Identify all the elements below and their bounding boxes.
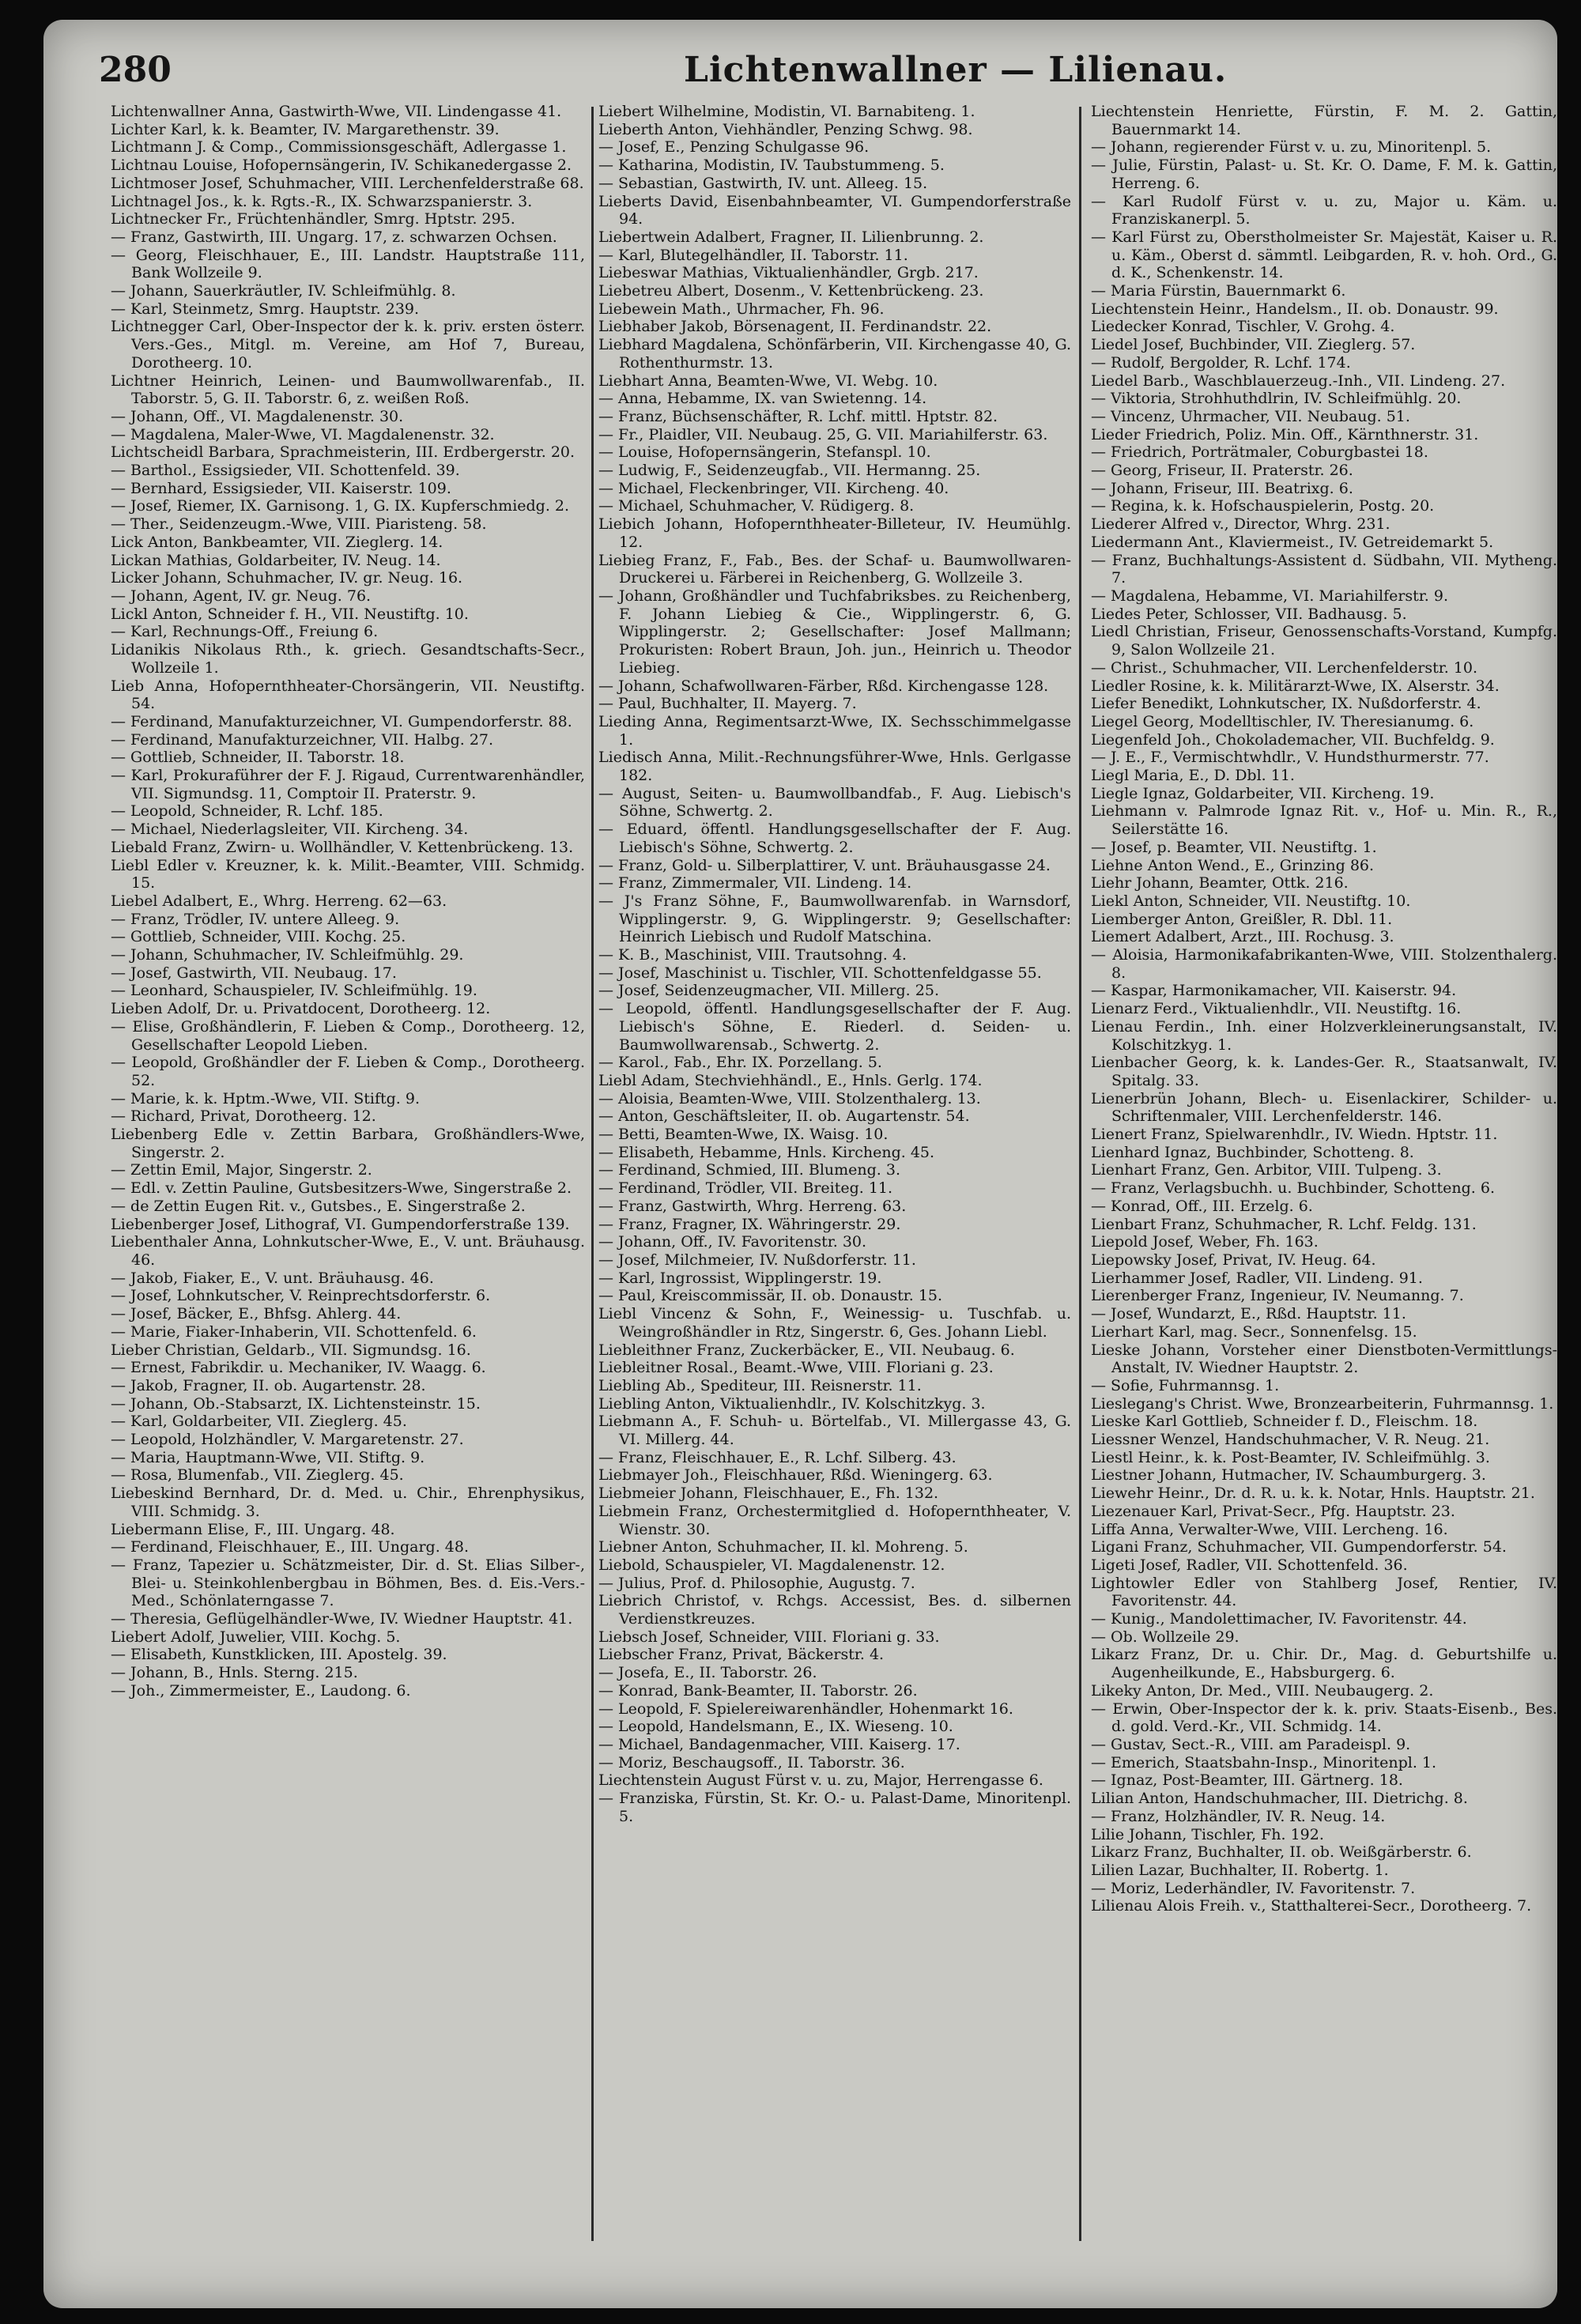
directory-entry: Liebeskind Bernhard, Dr. d. Med. u. Chir., Ehrenphysikus, VIII. Schmidg. 3.	[111, 1485, 585, 1520]
directory-entry: — Franziska, Fürstin, St. Kr. O.- u. Palast-Dame, Minoritenpl. 5.	[598, 1790, 1071, 1825]
directory-entry: Liebewein Math., Uhrmacher, Fh. 96.	[598, 300, 885, 318]
directory-entry: Lieslegang's Christ. Wwe, Bronzearbeiterin, Fuhrmannsg. 1.	[1091, 1394, 1554, 1413]
directory-entry: Lieding Anna, Regimentsarzt-Wwe, IX. Sechsschimmelgasse 1.	[598, 712, 1071, 749]
directory-entry: Liebertwein Adalbert, Fragner, II. Lilienbrunng. 2.	[598, 228, 984, 246]
directory-entry: Lilienau Alois Freih. v., Statthalterei-Secr., Dorotheerg. 7.	[1091, 1897, 1532, 1915]
directory-entry: — Franz, Holzhändler, IV. R. Neug. 14.	[1091, 1807, 1386, 1825]
directory-entry: Liebrich Christof, v. Rchgs. Accessist, Bes. d. silbernen Verdienstkreuzes.	[598, 1592, 1071, 1628]
directory-entry: Liebald Franz, Zwirn- u. Wollhändler, V. Kettenbrückeng. 13.	[111, 838, 574, 856]
directory-entry: Liehmann v. Palmrode Ignaz Rit. v., Hof- u. Min. R., R., Seilerstätte 16.	[1091, 802, 1557, 839]
directory-entry: — Jakob, Fragner, II. ob. Augartenstr. 28.	[111, 1376, 426, 1394]
directory-entry: — Louise, Hofopernsängerin, Stefanspl. 10.	[598, 443, 931, 462]
directory-entry: Liedecker Konrad, Tischler, V. Grohg. 4.	[1091, 318, 1395, 336]
directory-entry: Liemert Adalbert, Arzt., III. Rochusg. 3.	[1091, 928, 1394, 946]
directory-entry: — Paul, Buchhalter, II. Mayerg. 7.	[598, 695, 857, 713]
directory-entry: Lieben Adolf, Dr. u. Privatdocent, Dorotheerg. 12.	[111, 1000, 491, 1018]
directory-entry: — Magdalena, Maler-Wwe, VI. Magdalenenstr. 32.	[111, 425, 495, 443]
directory-entry: Lienhart Franz, Gen. Arbitor, VIII. Tulpeng. 3.	[1091, 1161, 1442, 1179]
directory-entry: Liffa Anna, Verwalter-Wwe, VIII. Lercheng. 16.	[1091, 1520, 1448, 1538]
column-rule	[591, 107, 594, 2241]
directory-entry: — Elisabeth, Kunstklicken, III. Apostelg. 39.	[111, 1646, 447, 1664]
directory-entry: Lickan Mathias, Goldarbeiter, IV. Neug. 14.	[111, 551, 441, 569]
directory-entry: Liegle Ignaz, Goldarbeiter, VII. Kircheng. 19.	[1091, 784, 1435, 802]
directory-entry: Liebeswar Mathias, Viktualienhändler, Grgb. 217.	[598, 264, 979, 282]
directory-entry: — Emerich, Staatsbahn-Insp., Minoritenpl. 1.	[1091, 1753, 1437, 1771]
directory-entry: — Regina, k. k. Hofschauspielerin, Postg. 20.	[1091, 497, 1435, 515]
directory-entry: Liebl Vincenz & Sohn, F., Weinessig- u. Tuschfab. u. Weingroßhändler in Rtz, Singerstr. 6, Ges. Johann Liebl.	[598, 1305, 1071, 1341]
directory-entry: Lierenberger Franz, Ingenieur, IV. Neumanng. 7.	[1091, 1287, 1464, 1305]
directory-entry: — de Zettin Eugen Rit. v., Gutsbes., E. Singerstraße 2.	[111, 1197, 526, 1215]
directory-entry: — Rosa, Blumenfab., VII. Zieglerg. 45.	[111, 1466, 404, 1485]
directory-entry: Lichtenwallner Anna, Gastwirth-Wwe, VII. Lindengasse 41.	[111, 103, 562, 120]
directory-entry: — Moriz, Lederhändler, IV. Favoritenstr. 7.	[1091, 1879, 1416, 1897]
directory-entry: Lieske Johann, Vorsteher einer Dienstboten-Vermittlungs-Anstalt, IV. Wiedner Hauptstr. 2.	[1091, 1341, 1557, 1377]
directory-entry: Liebmann A., F. Schuh- u. Börtelfab., VI. Millergasse 43, G. VI. Millerg. 44.	[598, 1413, 1071, 1449]
directory-entry: Lichter Karl, k. k. Beamter, IV. Margarethenstr. 39.	[111, 120, 500, 138]
directory-entry: — Zettin Emil, Major, Singerstr. 2.	[111, 1161, 372, 1179]
directory-entry: Liebermann Elise, F., III. Ungarg. 48.	[111, 1520, 395, 1538]
directory-entry: Liebetreu Albert, Dosenm., V. Kettenbrückeng. 23.	[598, 282, 984, 300]
directory-entry: Ligeti Josef, Radler, VII. Schottenfeld. 36.	[1091, 1556, 1408, 1574]
directory-entry: — Johann, Großhändler und Tuchfabriksbes. zu Reichenberg, F. Johann Liebieg & Cie., Wipplingerstr. 6, G. Wipplingerstr. 2; Gesellschafter: Josef Mallmann; Prokuristen: Robert Braun, Joh. jun., Heinrich u. Theodor Liebieg.	[598, 587, 1071, 677]
directory-entry: — Georg, Friseur, II. Praterstr. 26.	[1091, 462, 1353, 480]
directory-entry: Liestner Johann, Hutmacher, IV. Schaumburgerg. 3.	[1091, 1466, 1486, 1485]
directory-entry: — Karl, Prokuraführer der F. J. Rigaud, Currentwarenhändler, VII. Sigmundsg. 11, Comptoir II. Praterstr. 9.	[111, 767, 585, 802]
directory-entry: Lieberth Anton, Viehhändler, Penzing Schwg. 98.	[598, 120, 973, 138]
directory-entry: — Johann, regierender Fürst v. u. zu, Minoritenpl. 5.	[1091, 138, 1492, 157]
directory-entry: Lieder Friedrich, Poliz. Min. Off., Kärnthnerstr. 31.	[1091, 425, 1479, 443]
directory-entry: Lichtnegger Carl, Ober-Inspector der k. k. priv. ersten österr. Vers.-Ges., Mitgl. m. Vereine, am Hof 7, Bureau, Dorotheerg. 10.	[111, 318, 585, 372]
directory-entry: — Friedrich, Porträtmaler, Coburgbastei 18.	[1091, 443, 1428, 462]
directory-entry: Likarz Franz, Dr. u. Chir. Dr., Mag. d. Geburtshilfe u. Augenheilkunde, E., Habsburgerg. 6.	[1091, 1646, 1557, 1682]
directory-entry: — Leopold, Handelsmann, E., IX. Wieseng. 10.	[598, 1718, 953, 1736]
directory-entry: — Franz, Zimmermaler, VII. Lindeng. 14.	[598, 874, 912, 892]
directory-entry: — Bernhard, Essigsieder, VII. Kaiserstr. 109.	[111, 479, 451, 497]
directory-entry: — Julius, Prof. d. Philosophie, Augustg. 7.	[598, 1574, 915, 1592]
directory-entry: Liedisch Anna, Milit.-Rechnungsführer-Wwe, Hnls. Gerlgasse 182.	[598, 749, 1071, 785]
directory-entry: Lienbart Franz, Schuhmacher, R. Lchf. Feldg. 131.	[1091, 1215, 1477, 1233]
directory-entry: — Gottlieb, Schneider, VIII. Kochg. 25.	[111, 928, 406, 946]
directory-entry: Lierhart Karl, mag. Secr., Sonnenfelsg. 15.	[1091, 1322, 1417, 1341]
directory-entry: — Leopold, öffentl. Handlungsgesellschafter der F. Aug. Liebisch's Söhne, E. Riederl. d. Seiden- u. Baumwollwarensab., Schwertg. 2.	[598, 1000, 1071, 1054]
directory-entry: — Edl. v. Zettin Pauline, Gutsbesitzers-Wwe, Singerstraße 2.	[111, 1179, 572, 1198]
directory-entry: — Richard, Privat, Dorotheerg. 12.	[111, 1107, 376, 1126]
directory-entry: Lidanikis Nikolaus Rth., k. griech. Gesandtschafts-Secr., Wollzeile 1.	[111, 641, 585, 677]
directory-entry: Liechtenstein Henriette, Fürstin, F. M. 2. Gattin, Bauernmarkt 14.	[1091, 103, 1557, 138]
directory-entry: — Franz, Gastwirth, Whrg. Herreng. 63.	[598, 1197, 907, 1215]
directory-entry: — Gustav, Sect.-R., VIII. am Paradeispl. 9.	[1091, 1735, 1411, 1753]
directory-entry: — Georg, Fleischhauer, E., III. Landstr. Hauptstraße 111, Bank Wollzeile 9.	[111, 246, 585, 282]
directory-entry: — Jakob, Fiaker, E., V. unt. Bräuhausg. 46.	[111, 1269, 434, 1287]
directory-entry: Lichtnecker Fr., Früchtenhändler, Smrg. Hptstr. 295.	[111, 210, 515, 228]
directory-entry: — Moriz, Beschaugsoff., II. Taborstr. 36.	[598, 1753, 905, 1771]
directory-entry: — Marie, k. k. Hptm.-Wwe, VII. Stiftg. 9.	[111, 1089, 420, 1107]
directory-entry: Lilian Anton, Handschuhmacher, III. Dietrichg. 8.	[1091, 1790, 1468, 1808]
directory-entry: Liedermann Ant., Klaviermeist., IV. Getreidemarkt 5.	[1091, 533, 1494, 551]
directory-entry: Liepowsky Josef, Privat, IV. Heug. 64.	[1091, 1251, 1376, 1269]
directory-entry: Lickl Anton, Schneider f. H., VII. Neustiftg. 10.	[111, 605, 469, 623]
directory-entry: — Karl Fürst zu, Oberstholmeister Sr. Majestät, Kaiser u. R. u. Käm., Oberst d. sämmtl. Leibgarden, R. v. hoh. Ord., G. d. K., Schenkenstr. 14.	[1091, 228, 1557, 282]
directory-entry: — Franz, Verlagsbuchh. u. Buchbinder, Schotteng. 6.	[1091, 1179, 1495, 1198]
directory-entry: Liebsch Josef, Schneider, VIII. Floriani g. 33.	[598, 1628, 940, 1646]
directory-entry: — Johann, Schuhmacher, IV. Schleifmühlg. 29.	[111, 946, 464, 964]
directory-entry: Liedes Peter, Schlosser, VII. Badhausg. 5.	[1091, 605, 1407, 623]
directory-entry: — Rudolf, Bergolder, R. Lchf. 174.	[1091, 353, 1351, 372]
directory-entry: Liebenberg Edle v. Zettin Barbara, Großhändlers-Wwe, Singerstr. 2.	[111, 1126, 585, 1161]
directory-entry: Liebich Johann, Hofopernthheater-Billeteur, IV. Heumühlg. 12.	[598, 515, 1071, 551]
directory-entry: — Aloisia, Harmonikafabrikanten-Wwe, VIII. Stolzenthalerg. 8.	[1091, 946, 1557, 982]
directory-entry: — Ernest, Fabrikdir. u. Mechaniker, IV. Waagg. 6.	[111, 1359, 486, 1377]
directory-entry: — Eduard, öffentl. Handlungsgesellschafter der F. Aug. Liebisch's Söhne, Schwertg. 2.	[598, 821, 1071, 856]
directory-entry: — Marie, Fiaker-Inhaberin, VII. Schottenfeld. 6.	[111, 1322, 477, 1341]
directory-entry: Lichtscheidl Barbara, Sprachmeisterin, III. Erdbergerstr. 20.	[111, 443, 575, 462]
directory-entry: — Franz, Fragner, IX. Währingerstr. 29.	[598, 1215, 901, 1233]
directory-entry: — Kunig., Mandolettimacher, IV. Favoritenstr. 44.	[1091, 1610, 1467, 1628]
directory-entry: Liebling Ab., Spediteur, III. Reisnerstr. 11.	[598, 1376, 922, 1394]
directory-entry: Lienau Ferdin., Inh. einer Holzverkleinerungsanstalt, IV. Kolschitzkyg. 1.	[1091, 1017, 1557, 1054]
directory-entry: Liebieg Franz, F., Fab., Bes. der Schaf- u. Baumwollwaren-Druckerei u. Färberei in Reichenberg, G. Wollzeile 3.	[598, 551, 1071, 587]
running-head: Lichtenwallner — Lilienau.	[684, 50, 1228, 90]
directory-entry: Liebold, Schauspieler, VI. Magdalenenstr. 12.	[598, 1556, 945, 1574]
directory-entry: — Josef, Bäcker, E., Bhfsg. Ahlerg. 44.	[111, 1305, 402, 1323]
directory-entry: Liekl Anton, Schneider, VII. Neustiftg. 10.	[1091, 892, 1411, 910]
directory-entry: — Karl Rudolf Fürst v. u. zu, Major u. Käm. u. Franziskanerpl. 5.	[1091, 192, 1557, 228]
directory-entry: Lieb Anna, Hofopernthheater-Chorsängerin, VII. Neustiftg. 54.	[111, 677, 585, 713]
directory-entry: — Katharina, Modistin, IV. Taubstummeng. 5.	[598, 157, 945, 175]
directory-entry: Liepold Josef, Weber, Fh. 163.	[1091, 1233, 1319, 1251]
directory-entry: Lienarz Ferd., Viktualienhdlr., VII. Neustiftg. 16.	[1091, 1000, 1462, 1018]
directory-entry: — Sebastian, Gastwirth, IV. unt. Alleeg. 15.	[598, 174, 928, 192]
directory-entry: — Barthol., Essigsieder, VII. Schottenfeld. 39.	[111, 462, 460, 480]
directory-entry: — Johann, Agent, IV. gr. Neug. 76.	[111, 587, 372, 605]
page-number: 280	[99, 50, 172, 90]
directory-entry: Liebling Anton, Viktualienhdlr., IV. Kolschitzkyg. 3.	[598, 1394, 986, 1413]
directory-entry: Liedel Josef, Buchbinder, VII. Zieglerg. 57.	[1091, 336, 1416, 354]
directory-entry: — Aloisia, Beamten-Wwe, VIII. Stolzenthalerg. 13.	[598, 1089, 981, 1107]
directory-entry: — Leopold, F. Spielereiwarenhändler, Hohenmarkt 16.	[598, 1700, 1013, 1718]
directory-entry: — J. E., F., Vermischtwhdlr., V. Hundsthurmerstr. 77.	[1091, 749, 1489, 767]
directory-entry: — Karol., Fab., Ehr. IX. Porzellang. 5.	[598, 1054, 882, 1072]
directory-entry: — Ther., Seidenzeugm.-Wwe, VIII. Piaristeng. 58.	[111, 515, 487, 534]
directory-entry: Liederer Alfred v., Director, Whrg. 231.	[1091, 515, 1390, 534]
directory-entry: — Ferdinand, Manufakturzeichner, VII. Halbg. 27.	[111, 730, 494, 749]
directory-entry: — Josef, Wundarzt, E., Rßd. Hauptstr. 11.	[1091, 1305, 1406, 1323]
directory-entry: — Josef, Gastwirth, VII. Neubaug. 17.	[111, 964, 397, 982]
directory-entry: — Maria, Hauptmann-Wwe, VII. Stiftg. 9.	[111, 1448, 425, 1466]
directory-entry: Liebenthaler Anna, Lohnkutscher-Wwe, E., V. unt. Bräuhausg. 46.	[111, 1233, 585, 1269]
directory-entry: Lienbacher Georg, k. k. Landes-Ger. R., Staatsanwalt, IV. Spitalg. 33.	[1091, 1054, 1557, 1089]
directory-entry: Liezenauer Karl, Privat-Secr., Pfg. Hauptstr. 23.	[1091, 1502, 1455, 1520]
directory-entry: — Elise, Großhändlerin, F. Lieben & Comp., Dorotheerg. 12, Gesellschafter Leopold Lieben.	[111, 1017, 585, 1054]
directory-entry: — Johann, Schafwollwaren-Färber, Rßd. Kirchengasse 128.	[598, 677, 1049, 695]
directory-entry: Lieske Karl Gottlieb, Schneider f. D., Fleischm. 18.	[1091, 1413, 1478, 1431]
directory-entry: Liehr Johann, Beamter, Ottk. 216.	[1091, 874, 1349, 892]
directory-entry: — Ignaz, Post-Beamter, III. Gärtnerg. 18.	[1091, 1771, 1403, 1790]
directory-entry: Liebel Adalbert, E., Whrg. Herreng. 62—63.	[111, 892, 447, 910]
directory-entry: Lichtmoser Josef, Schuhmacher, VIII. Lerchenfelderstraße 68.	[111, 174, 584, 192]
directory-entry: Liebhaber Jakob, Börsenagent, II. Ferdinandstr. 22.	[598, 318, 992, 336]
directory-entry: Liehne Anton Wend., E., Grinzing 86.	[1091, 856, 1375, 874]
directory-entry: — Magdalena, Hebamme, VI. Mariahilferstr. 9.	[1091, 587, 1449, 605]
directory-entry: — Anna, Hebamme, IX. van Swietenng. 14.	[598, 390, 927, 408]
directory-entry: — Ferdinand, Fleischhauer, E., III. Ungarg. 48.	[111, 1538, 469, 1556]
directory-entry: — Sofie, Fuhrmannsg. 1.	[1091, 1376, 1280, 1394]
directory-entry: — Johann, Off., IV. Favoritenstr. 30.	[598, 1233, 867, 1251]
directory-entry: Lilie Johann, Tischler, Fh. 192.	[1091, 1825, 1324, 1843]
directory-entry: Liedel Barb., Waschblauerzeug.-Inh., VII. Lindeng. 27.	[1091, 372, 1506, 390]
directory-entry: Likarz Franz, Buchhalter, II. ob. Weißgärberstr. 6.	[1091, 1843, 1472, 1862]
directory-entry: Liebert Adolf, Juwelier, VIII. Kochg. 5.	[111, 1628, 401, 1646]
directory-entry: — Konrad, Off., III. Erzelg. 6.	[1091, 1197, 1313, 1215]
directory-entry: — Gottlieb, Schneider, II. Taborstr. 18.	[111, 749, 405, 767]
directory-entry: — Josef, Seidenzeugmacher, VII. Millerg. 25.	[598, 982, 939, 1000]
directory-entry: — Kaspar, Harmonikamacher, VII. Kaiserstr. 94.	[1091, 982, 1457, 1000]
directory-entry: — Ferdinand, Trödler, VII. Breiteg. 11.	[598, 1179, 893, 1198]
directory-entry: — Franz, Tapezier u. Schätzmeister, Dir. d. St. Elias Silber-, Blei- u. Steinkohlenbergbau in Böhmen, Bes. d. Eis.-Vers.-Med., Schönlaterngasse 7.	[111, 1556, 585, 1610]
directory-entry: Lienerbrün Johann, Blech- u. Eisenlackirer, Schilder- u. Schriftenmaler, VIII. Lerchenfelderstr. 146.	[1091, 1089, 1557, 1126]
column-1	[111, 103, 585, 2284]
directory-entry: — Josef, Riemer, IX. Garnisong. 1, G. IX. Kupferschmiedg. 2.	[111, 497, 570, 515]
directory-entry: Liebmein Franz, Orchestermitglied d. Hofopernthheater, V. Wienstr. 30.	[598, 1502, 1071, 1538]
directory-entry: — Ferdinand, Schmied, III. Blumeng. 3.	[598, 1161, 901, 1179]
directory-entry: Lichtnau Louise, Hofopernsängerin, IV. Schikanedergasse 2.	[111, 157, 572, 175]
directory-entry: Likeky Anton, Dr. Med., VIII. Neubaugerg. 2.	[1091, 1681, 1434, 1700]
directory-entry: Liebleithner Franz, Zuckerbäcker, E., VII. Neubaug. 6.	[598, 1341, 1015, 1359]
directory-entry: — Elisabeth, Hebamme, Hnls. Kircheng. 45.	[598, 1143, 935, 1161]
directory-entry: — Erwin, Ober-Inspector der k. k. priv. Staats-Eisenb., Bes. d. gold. Verd.-Kr., VII. Schmidg. 14.	[1091, 1700, 1557, 1736]
directory-entry: Liebhart Anna, Beamten-Wwe, VI. Webg. 10.	[598, 372, 938, 390]
directory-entry: — Johann, B., Hnls. Sterng. 215.	[111, 1664, 358, 1682]
directory-entry: Lienert Franz, Spielwarenhdlr., IV. Wiedn. Hptstr. 11.	[1091, 1126, 1498, 1144]
directory-entry: Liefer Benedikt, Lohnkutscher, IX. Nußdorferstr. 4.	[1091, 695, 1481, 713]
directory-entry: — Franz, Trödler, IV. untere Alleeg. 9.	[111, 910, 400, 928]
directory-entry: — Paul, Kreiscommissär, II. ob. Donaustr. 15.	[598, 1287, 943, 1305]
directory-entry: Liebhard Magdalena, Schönfärberin, VII. Kirchengasse 40, G. Rothenthurmstr. 13.	[598, 336, 1071, 372]
directory-entry: — Karl, Blutegelhändler, II. Taborstr. 11.	[598, 246, 908, 264]
directory-entry: Liebscher Franz, Privat, Bäckerstr. 4.	[598, 1646, 885, 1664]
directory-entry: — Michael, Niederlagsleiter, VII. Kircheng. 34.	[111, 821, 469, 839]
directory-entry: Lilien Lazar, Buchhalter, II. Robertg. 1.	[1091, 1861, 1389, 1879]
directory-entry: — Franz, Büchsenschäfter, R. Lchf. mittl. Hptstr. 82.	[598, 407, 998, 425]
directory-entry: Lick Anton, Bankbeamter, VII. Zieglerg. 14.	[111, 533, 443, 551]
column-2	[598, 103, 1071, 2284]
directory-entry: — Ferdinand, Manufakturzeichner, VI. Gumpendorferstr. 88.	[111, 712, 572, 730]
directory-entry: — Franz, Buchhaltungs-Assistent d. Südbahn, VII. Mytheng. 7.	[1091, 551, 1557, 587]
directory-entry: — Johann, Sauerkräutler, IV. Schleifmühlg. 8.	[111, 282, 456, 300]
directory-entry: — Josefa, E., II. Taborstr. 26.	[598, 1664, 817, 1682]
directory-entry: — K. B., Maschinist, VIII. Trautsohng. 4.	[598, 946, 907, 964]
directory-entry: — Joh., Zimmermeister, E., Laudong. 6.	[111, 1681, 411, 1700]
directory-entry: — Karl, Goldarbeiter, VII. Zieglerg. 45.	[111, 1413, 407, 1431]
directory-entry: — Josef, E., Penzing Schulgasse 96.	[598, 138, 870, 157]
directory-entry: Ligani Franz, Schuhmacher, VII. Gumpendorferstr. 54.	[1091, 1538, 1507, 1556]
directory-entry: Liebner Anton, Schuhmacher, II. kl. Mohreng. 5.	[598, 1538, 968, 1556]
directory-entry: Lieberts David, Eisenbahnbeamter, VI. Gumpendorferstraße 94.	[598, 192, 1071, 228]
directory-entry: — Karl, Rechnungs-Off., Freiung 6.	[111, 623, 379, 641]
directory-entry: Liebmeier Johann, Fleischhauer, E., Fh. 132.	[598, 1485, 939, 1503]
directory-entry: — Karl, Steinmetz, Smrg. Hauptstr. 239.	[111, 300, 420, 318]
directory-entry: — Franz, Gold- u. Silberplattirer, V. unt. Bräuhausgasse 24.	[598, 856, 1051, 874]
directory-entry: Lightowler Edler von Stahlberg Josef, Rentier, IV. Favoritenstr. 44.	[1091, 1574, 1557, 1610]
directory-entry: — Michael, Bandagenmacher, VIII. Kaiserg. 17.	[598, 1735, 960, 1753]
directory-entry: Lichtmann J. & Comp., Commissionsgeschäft, Adlergasse 1.	[111, 138, 567, 157]
directory-entry: — Anton, Geschäftsleiter, II. ob. Augartenstr. 54.	[598, 1107, 970, 1126]
directory-entry: Lichtnagel Jos., k. k. Rgts.-R., IX. Schwarzspanierstr. 3.	[111, 192, 533, 210]
directory-entry: — Ob. Wollzeile 29.	[1091, 1628, 1240, 1646]
directory-entry: — Johann, Off., VI. Magdalenenstr. 30.	[111, 407, 404, 425]
directory-entry: — Leopold, Großhändler der F. Lieben & Comp., Dorotheerg. 52.	[111, 1054, 585, 1089]
directory-entry: — Josef, Lohnkutscher, V. Reinprechtsdorferstr. 6.	[111, 1287, 491, 1305]
directory-entry: Lierhammer Josef, Radler, VII. Lindeng. 91.	[1091, 1269, 1423, 1287]
directory-entry: Lienhard Ignaz, Buchbinder, Schotteng. 8.	[1091, 1143, 1414, 1161]
directory-entry: — Leopold, Holzhändler, V. Margaretenstr. 27.	[111, 1431, 464, 1449]
directory-entry: — Josef, Milchmeier, IV. Nußdorferstr. 11.	[598, 1251, 916, 1269]
directory-entry: Liebl Edler v. Kreuzner, k. k. Milit.-Beamter, VIII. Schmidg. 15.	[111, 856, 585, 892]
directory-entry: — Johann, Ob.-Stabsarzt, IX. Lichtensteinstr. 15.	[111, 1394, 481, 1413]
directory-entry: — Vincenz, Uhrmacher, VII. Neubaug. 51.	[1091, 407, 1410, 425]
directory-entry: Liegl Maria, E., D. Dbl. 11.	[1091, 767, 1295, 785]
directory-entry: — Leonhard, Schauspieler, IV. Schleifmühlg. 19.	[111, 982, 477, 1000]
directory-entry: Liewehr Heinr., Dr. d. R. u. k. k. Notar, Hnls. Hauptstr. 21.	[1091, 1485, 1535, 1503]
directory-entry: Liestl Heinr., k. k. Post-Beamter, IV. Schleifmühlg. 3.	[1091, 1448, 1490, 1466]
directory-entry: — Karl, Ingrossist, Wipplingerstr. 19.	[598, 1269, 882, 1287]
directory-entry: Liechtenstein August Fürst v. u. zu, Major, Herrengasse 6.	[598, 1771, 1043, 1790]
directory-entry: — Viktoria, Strohhuthdlrin, IV. Schleifmühlg. 20.	[1091, 390, 1462, 408]
column-rule	[1079, 107, 1081, 2241]
directory-entry: — Julie, Fürstin, Palast- u. St. Kr. O. Dame, F. M. k. Gattin, Herreng. 6.	[1091, 157, 1557, 192]
directory-entry: — Ludwig, F., Seidenzeugfab., VII. Hermanng. 25.	[598, 462, 981, 480]
page-header	[99, 43, 1557, 99]
directory-entry: — Leopold, Schneider, R. Lchf. 185.	[111, 802, 383, 821]
directory-entry: Liebert Wilhelmine, Modistin, VI. Barnabiteng. 1.	[598, 103, 975, 120]
directory-entry: Liedl Christian, Friseur, Genossenschafts-Vorstand, Kumpfg. 9, Salon Wollzeile 21.	[1091, 623, 1557, 659]
directory-entry: Liebenberger Josef, Lithograf, VI. Gumpendorferstraße 139.	[111, 1215, 570, 1233]
directory-entry: Licker Johann, Schuhmacher, IV. gr. Neug. 16.	[111, 569, 463, 587]
directory-entry: Liebmayer Joh., Fleischhauer, Rßd. Wieningerg. 63.	[598, 1466, 993, 1485]
directory-entry: — Fr., Plaidler, VII. Neubaug. 25, G. VII. Mariahilferstr. 63.	[598, 425, 1048, 443]
directory-entry: Liedler Rosine, k. k. Militärarzt-Wwe, IX. Alserstr. 34.	[1091, 677, 1500, 695]
directory-entry: Liebleitner Rosal., Beamt.-Wwe, VIII. Floriani g. 23.	[598, 1359, 994, 1377]
directory-entry: — Josef, Maschinist u. Tischler, VII. Schottenfeldgasse 55.	[598, 964, 1042, 982]
directory-entry: — Franz, Fleischhauer, E., R. Lchf. Silberg. 43.	[598, 1448, 957, 1466]
directory-entry: — Franz, Gastwirth, III. Ungarg. 17, z. schwarzen Ochsen.	[111, 228, 557, 246]
directory-entry: Liessner Wenzel, Handschuhmacher, V. R. Neug. 21.	[1091, 1431, 1490, 1449]
directory-entry: Lichtner Heinrich, Leinen- und Baumwollwarenfab., II. Taborstr. 5, G. II. Taborstr. 6, z. weißen Roß.	[111, 372, 585, 408]
directory-entry: Liegenfeld Joh., Chokolademacher, VII. Buchfeldg. 9.	[1091, 730, 1495, 749]
directory-entry: — Theresia, Geflügelhändler-Wwe, IV. Wiedner Hauptstr. 41.	[111, 1610, 573, 1628]
directory-entry: — Josef, p. Beamter, VII. Neustiftg. 1.	[1091, 838, 1377, 856]
directory-entry: — Johann, Friseur, III. Beatrixg. 6.	[1091, 479, 1353, 497]
directory-entry: Liebl Adam, Stechviehhändl., E., Hnls. Gerlg. 174.	[598, 1071, 983, 1089]
directory-entry: — Michael, Fleckenbringer, VII. Kircheng. 40.	[598, 479, 949, 497]
directory-entry: Liemberger Anton, Greißler, R. Dbl. 11.	[1091, 910, 1393, 928]
directory-entry: — Michael, Schuhmacher, V. Rüdigerg. 8.	[598, 497, 915, 515]
directory-entry: — Konrad, Bank-Beamter, II. Taborstr. 26.	[598, 1681, 918, 1700]
directory-entry: Lieber Christian, Geldarb., VII. Sigmundsg. 16.	[111, 1341, 471, 1359]
column-3	[1091, 103, 1557, 2284]
directory-entry: — Betti, Beamten-Wwe, IX. Waisg. 10.	[598, 1126, 889, 1144]
directory-entry: Liegel Georg, Modelltischler, IV. Theresianumg. 6.	[1091, 712, 1474, 730]
directory-entry: Liechtenstein Heinr., Handelsm., II. ob. Donaustr. 99.	[1091, 300, 1499, 318]
directory-entry: — Maria Fürstin, Bauernmarkt 6.	[1091, 282, 1346, 300]
directory-entry: — Christ., Schuhmacher, VII. Lerchenfelderstr. 10.	[1091, 658, 1478, 677]
directory-entry: — August, Seiten- u. Baumwollbandfab., F. Aug. Liebisch's Söhne, Schwertg. 2.	[598, 784, 1071, 821]
directory-entry: — J's Franz Söhne, F., Baumwollwarenfab. in Warnsdorf, Wipplingerstr. 9, G. Wipplingerstr. 9; Gesellschafter: Heinrich Liebisch und Rudolf Matschina.	[598, 892, 1071, 946]
